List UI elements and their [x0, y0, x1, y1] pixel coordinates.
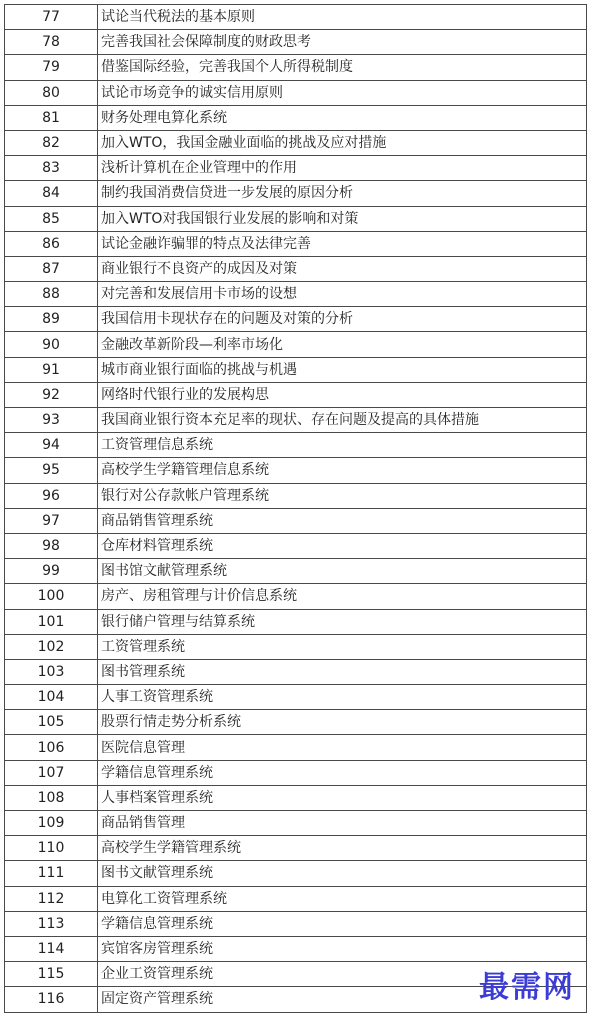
table-row — [5, 559, 587, 584]
row-number-cell: 97 — [5, 508, 98, 533]
table-row — [5, 533, 587, 558]
table-row — [5, 458, 587, 483]
topic-title-cell: 我国商业银行资本充足率的现状、存在问题及提高的具体措施 — [98, 408, 587, 433]
table-row — [5, 231, 587, 256]
row-number-cell: 112 — [5, 886, 98, 911]
topic-title-cell: 加入WTO，我国金融业面临的挑战及应对措施 — [98, 130, 587, 155]
table-row — [5, 105, 587, 130]
topic-title-cell: 试论金融诈骗罪的特点及法律完善 — [98, 231, 587, 256]
row-number-cell: 93 — [5, 408, 98, 433]
topic-title-cell: 高校学生学籍管理信息系统 — [98, 458, 587, 483]
topic-title-cell: 加入WTO对我国银行业发展的影响和对策 — [98, 206, 587, 231]
row-number-cell: 83 — [5, 156, 98, 181]
table-row — [5, 609, 587, 634]
row-number-cell: 113 — [5, 911, 98, 936]
table-row — [5, 181, 587, 206]
table-row — [5, 206, 587, 231]
table-row — [5, 433, 587, 458]
table-row — [5, 634, 587, 659]
topic-title-cell: 人事工资管理系统 — [98, 685, 587, 710]
row-number-cell: 106 — [5, 735, 98, 760]
topic-title-cell: 人事档案管理系统 — [98, 785, 587, 810]
topic-title-cell: 医院信息管理 — [98, 735, 587, 760]
table-row — [5, 886, 587, 911]
topic-title-cell: 试论市场竞争的诚实信用原则 — [98, 80, 587, 105]
row-number-cell: 107 — [5, 760, 98, 785]
row-number-cell: 91 — [5, 357, 98, 382]
row-number-cell: 108 — [5, 785, 98, 810]
row-number-cell: 114 — [5, 936, 98, 961]
row-number-cell: 85 — [5, 206, 98, 231]
row-number-cell: 100 — [5, 584, 98, 609]
row-number-cell: 78 — [5, 30, 98, 55]
table-row — [5, 483, 587, 508]
row-number-cell: 111 — [5, 861, 98, 886]
row-number-cell: 109 — [5, 811, 98, 836]
row-number-cell: 105 — [5, 710, 98, 735]
table-row — [5, 508, 587, 533]
topic-title-cell: 企业工资管理系统 — [98, 962, 587, 987]
topic-title-cell: 学籍信息管理系统 — [98, 760, 587, 785]
table-row — [5, 811, 587, 836]
row-number-cell: 102 — [5, 634, 98, 659]
table-row — [5, 307, 587, 332]
table-row — [5, 735, 587, 760]
row-number-cell: 81 — [5, 105, 98, 130]
row-number-cell: 82 — [5, 130, 98, 155]
table-row — [5, 382, 587, 407]
topic-title-cell: 工资管理系统 — [98, 634, 587, 659]
table-row — [5, 332, 587, 357]
table-row — [5, 357, 587, 382]
table-row — [5, 584, 587, 609]
topic-title-cell: 银行对公存款帐户管理系统 — [98, 483, 587, 508]
table-row — [5, 936, 587, 961]
row-number-cell: 84 — [5, 181, 98, 206]
table-row — [5, 30, 587, 55]
table-row — [5, 156, 587, 181]
topic-title-cell: 图书馆文献管理系统 — [98, 559, 587, 584]
topic-title-cell: 我国信用卡现状存在的问题及对策的分析 — [98, 307, 587, 332]
topic-title-cell: 宾馆客房管理系统 — [98, 936, 587, 961]
row-number-cell: 110 — [5, 836, 98, 861]
table-row — [5, 80, 587, 105]
topic-title-cell: 金融改革新阶段—利率市场化 — [98, 332, 587, 357]
row-number-cell: 103 — [5, 659, 98, 684]
table-row — [5, 911, 587, 936]
row-number-cell: 101 — [5, 609, 98, 634]
table-row — [5, 836, 587, 861]
topic-list-table-wrapper — [4, 4, 587, 1013]
topic-title-cell: 银行储户管理与结算系统 — [98, 609, 587, 634]
row-number-cell: 80 — [5, 80, 98, 105]
table-body — [5, 5, 587, 1013]
table-row — [5, 256, 587, 281]
row-number-cell: 104 — [5, 685, 98, 710]
topic-title-cell: 仓库材料管理系统 — [98, 533, 587, 558]
topic-title-cell: 商品销售管理系统 — [98, 508, 587, 533]
table-row — [5, 785, 587, 810]
topic-title-cell: 固定资产管理系统 — [98, 987, 587, 1012]
row-number-cell: 88 — [5, 282, 98, 307]
topic-title-cell: 制约我国消费信贷进一步发展的原因分析 — [98, 181, 587, 206]
watermark-logo: 最需网 — [479, 970, 575, 1005]
table-row — [5, 55, 587, 80]
topic-title-cell: 电算化工资管理系统 — [98, 886, 587, 911]
table-row — [5, 130, 587, 155]
row-number-cell: 95 — [5, 458, 98, 483]
row-number-cell: 115 — [5, 962, 98, 987]
row-number-cell: 86 — [5, 231, 98, 256]
table-row — [5, 685, 587, 710]
topic-title-cell: 浅析计算机在企业管理中的作用 — [98, 156, 587, 181]
row-number-cell: 87 — [5, 256, 98, 281]
row-number-cell: 90 — [5, 332, 98, 357]
topic-title-cell: 图书文献管理系统 — [98, 861, 587, 886]
row-number-cell: 116 — [5, 987, 98, 1012]
row-number-cell: 89 — [5, 307, 98, 332]
topic-title-cell: 试论当代税法的基本原则 — [98, 5, 587, 30]
row-number-cell: 96 — [5, 483, 98, 508]
topic-title-cell: 完善我国社会保障制度的财政思考 — [98, 30, 587, 55]
table-row — [5, 760, 587, 785]
table-row — [5, 408, 587, 433]
table-row — [5, 861, 587, 886]
topic-title-cell: 商业银行不良资产的成因及对策 — [98, 256, 587, 281]
topic-title-cell: 对完善和发展信用卡市场的设想 — [98, 282, 587, 307]
topic-title-cell: 商品销售管理 — [98, 811, 587, 836]
topic-title-cell: 高校学生学籍管理系统 — [98, 836, 587, 861]
row-number-cell: 92 — [5, 382, 98, 407]
topic-list-table — [4, 4, 587, 1013]
table-row — [5, 659, 587, 684]
topic-title-cell: 工资管理信息系统 — [98, 433, 587, 458]
topic-title-cell: 学籍信息管理系统 — [98, 911, 587, 936]
row-number-cell: 98 — [5, 533, 98, 558]
topic-title-cell: 房产、房租管理与计价信息系统 — [98, 584, 587, 609]
topic-title-cell: 网络时代银行业的发展构思 — [98, 382, 587, 407]
topic-title-cell: 财务处理电算化系统 — [98, 105, 587, 130]
topic-title-cell: 股票行情走势分析系统 — [98, 710, 587, 735]
row-number-cell: 79 — [5, 55, 98, 80]
table-row — [5, 282, 587, 307]
topic-title-cell: 借鉴国际经验，完善我国个人所得税制度 — [98, 55, 587, 80]
table-row — [5, 5, 587, 30]
topic-title-cell: 图书管理系统 — [98, 659, 587, 684]
row-number-cell: 94 — [5, 433, 98, 458]
topic-title-cell: 城市商业银行面临的挑战与机遇 — [98, 357, 587, 382]
row-number-cell: 99 — [5, 559, 98, 584]
row-number-cell: 77 — [5, 5, 98, 30]
table-row — [5, 710, 587, 735]
